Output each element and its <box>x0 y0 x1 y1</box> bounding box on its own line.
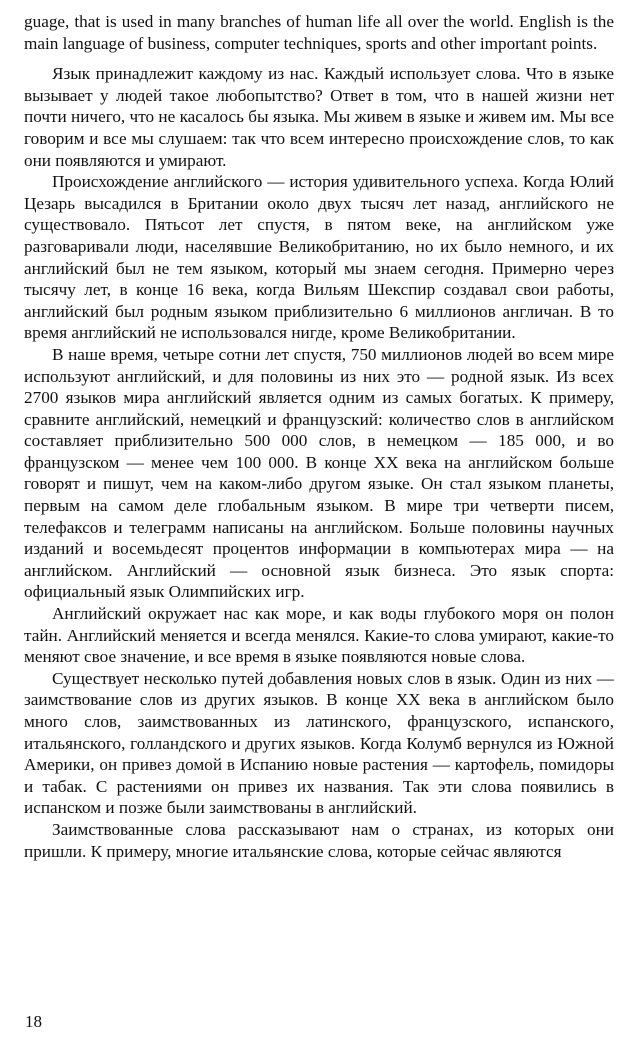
page-number: 18 <box>25 1012 42 1031</box>
paragraph-borrowing-words: Существует несколько путей добавления новых слов в язык. Один из них — заимствование слов из других языков. В конце XX века в английском было много слов, заимствованных из латинского, французского, испанского, итальянского, голландского и других языков. Когда Колумб вернулся из Южной Америки, он привез домой в Испанию новые растения — картофель, помидоры и табак. С растениями он привез их названия. Так эти слова появились в испанском и позже были заимствованы в английский. <box>24 668 614 818</box>
paragraph-language-belongs: Язык принадлежит каждому из нас. Каждый использует слова. Что в языке вызывает у людей такое любопытство? Ответ в том, что в нашей жизни нет почти ничего, что не касалось бы языка. Мы живем в языке и живем им. Мы все говорим и все мы слушаем: так что всем интересно происхождение слов, то как они появляются и умирают. <box>24 64 614 170</box>
page-body <box>24 11 614 862</box>
paragraph-origin-of-english: Происхождение английского — история удивительного успеха. Когда Юлий Цезарь высадился в Британии около двух тысяч лет назад, английского не существовало. Пятьсот лет спустя, в пятом веке, на английском уже разговаривали люди, населявшие Великобританию, но их было немного, и их английский был не тем языком, который мы знаем сегодня. Примерно через тысячу лет, в конце 16 века, когда Вильям Шекспир создавал свои работы, английский был родным языком приблизительно 6 миллионов англичан. В то время английский не использовался нигде, кроме Великобритании. <box>24 172 614 343</box>
paragraph-continuation-english: guage, that is used in many branches of human life all over the world. English is the main language of business, computer techniques, sports and other important points. <box>24 12 614 53</box>
paragraph-english-like-sea: Английский окружает нас как море, и как воды глубокого моря он полон тайн. Английский меняется и всегда менялся. Какие-то слова умирают, какие-то меняют свое значение, и все время в языке появляются новые слова. <box>24 604 614 667</box>
paragraph-english-today: В наше время, четыре сотни лет спустя, 750 миллионов людей во всем мире используют английский, и для половины из них это — родной язык. Из всех 2700 языков мира английский является одним из самых богатых. К примеру, сравните английский, немецкий и французский: количество слов в английском составляет приблизительно 500 000 слов, в немецком — 185 000, и во французском — менее чем 100 000. В конце XX века на английском больше говорят и пишут, чем на каком-либо другом языке. Он стал языком планеты, первым на самом деле глобальным языком. В мире три четверти писем, телефаксов и телеграмм написаны на английском. Больше половины научных изданий и восемьдесят процентов информации в компьютерах мира — на английском. Английский — основной язык бизнеса. Это язык спорта: официальный язык Олимпийских игр. <box>24 344 614 602</box>
paragraph-borrowed-words-tell: Заимствованные слова рассказывают нам о странах, из которых они пришли. К примеру, многие итальянские слова, которые сейчас являются <box>24 819 614 861</box>
